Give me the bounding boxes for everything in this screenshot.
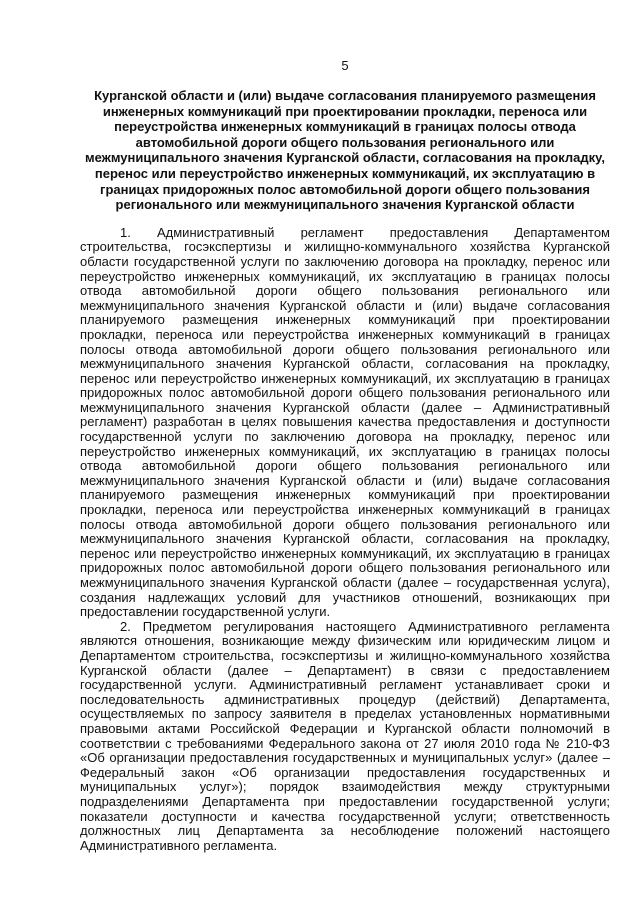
page-number: 5 xyxy=(341,58,349,73)
paragraph-1: 1. Административный регламент предоставления Департаментом строительства, госэкспертизы и жилищно-коммунального хозяйства Курганской области государственной услуги по заключению договора на прокладку, перенос или переустройство инженерных коммуникаций, их эксплуатацию в границах полосы отвода автомобильной дороги общего пользования регионального или межмуниципального значения Курганской области и (или) выдаче согласования планируемого размещения инженерных коммуникаций при проектировании прокладки, переноса или переустройства инженерных коммуникаций в границах полосы отвода автомобильной дороги общего пользования регионального или межмуниципального значения Курганской области, согласования на прокладку, перенос или переустройство инженерных коммуникаций, их эксплуатацию в границах придорожных полос автомобильной дороги общего пользования регионального или межмуниципального значения Курганской области (далее – Административный регламент) разработан в целях повышения качества предоставления и доступности государственной услуги по заключению договора на прокладку, перенос или переустройство инженерных коммуникаций, их эксплуатацию в границах полосы отвода автомобильной дороги общего пользования регионального или межмуниципального значения Курганской области и (или) выдаче согласования планируемого размещения инженерных коммуникаций при проектировании прокладки, переноса или переустройства инженерных коммуникаций в границах полосы отвода автомобильной дороги общего пользования регионального или межмуниципального значения Курганской области, согласования на прокладку, перенос или переустройство инженерных коммуникаций, их эксплуатацию в границах придорожных полос автомобильной дороги общего пользования регионального или межмуниципального значения Курганской области (далее – государственная услуга), создания надлежащих условий для участников отношений, возникающих при предоставлении государственной услуги. xyxy=(80,224,610,620)
paragraph-2: 2. Предметом регулирования настоящего Административного регламента являются отношения, возникающие между физическим или юридическим лицом и Департаментом строительства, госэкспертизы и жилищно-коммунального хозяйства Курганской области (далее – Департамент) в связи с предоставлением государственной услуги. Административный регламент устанавливает сроки и последовательность административных процедур (действий) Департамента, осуществляемых по запросу заявителя в пределах установленных нормативными правовыми актами Российской Федерации и Курганской области полномочий в соответствии с требованиями Федерального закона от 27 июля 2010 года № 210-ФЗ «Об организации предоставления государственных и муниципальных услуг» (далее – Федеральный закон «Об организации предоставления государственных и муниципальных услуг»); порядок взаимодействия между структурными подразделениями Департамента при предоставлении государственной услуги; показатели доступности и качества государственной услуги; ответственность должностных лиц Департамента за несоблюдение положений настоящего Административного регламента. xyxy=(80,618,610,853)
document-heading: Курганской области и (или) выдаче согласования планируемого размещения инженерных коммуникаций при проектировании прокладки, переноса или переустройства инженерных коммуникаций в границах полосы отвода автомобильной дороги общего пользования регионального или межмуниципального значения Курганской области, согласования на прокладку, перенос или переустройство инженерных коммуникаций, их эксплуатацию в границах придорожных полос автомобильной дороги общего пользования регионального или межмуниципального значения Курганской области xyxy=(84,88,606,213)
